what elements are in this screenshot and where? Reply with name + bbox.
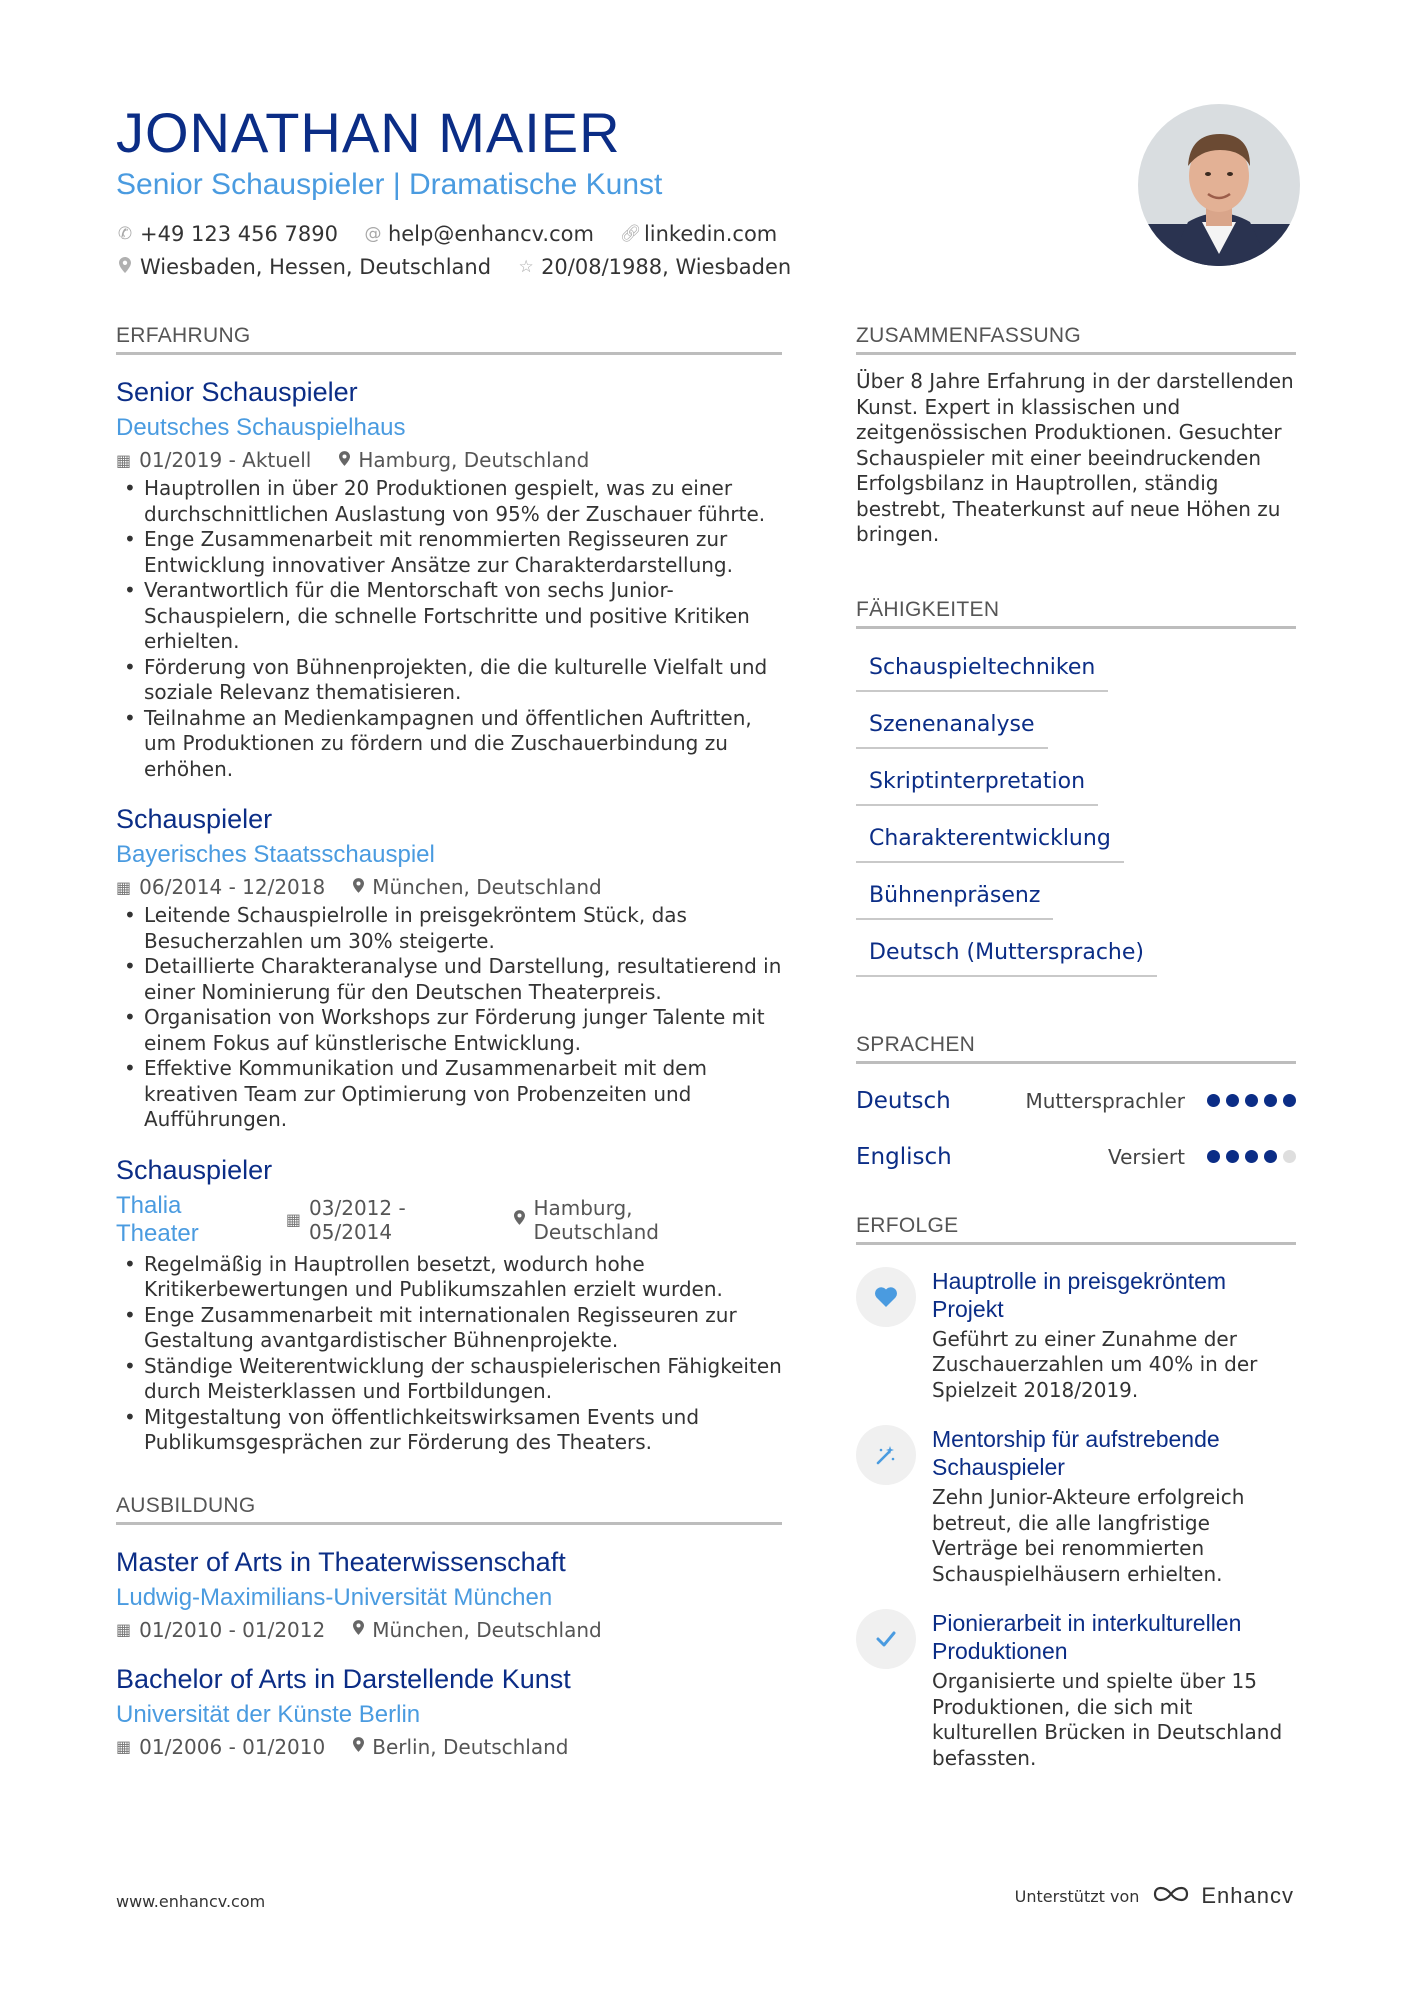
map-pin-icon [353, 878, 364, 897]
calendar-icon: ▦ [116, 877, 132, 897]
bullet-item: • Detaillierte Charakteranalyse und Darstellung, resultatierend in einer Nominierung für den Deutschen Theaterpreis. [116, 954, 782, 1005]
achievement-title: Mentorship für aufstrebende Schauspieler [932, 1426, 1220, 1480]
degree-title: Master of Arts in Theaterwissenschaft [116, 1546, 566, 1577]
education-entry [116, 1547, 782, 1642]
school-name: Ludwig-Maximilians-Universität München [116, 1583, 553, 1611]
footer-website[interactable]: www.enhancv.com [116, 1892, 266, 1911]
education-dates: 01/2006 - 01/2010 [139, 1734, 326, 1759]
linkedin-item[interactable] [620, 222, 777, 246]
rating-dots [1201, 1094, 1296, 1107]
achievement-title: Pionierarbeit in interkulturellen Produktionen [932, 1610, 1242, 1664]
brand-name: Enhancv [1201, 1883, 1294, 1908]
star-icon: ☆ [518, 257, 534, 277]
achievement-desc: Zehn Junior-Akteure erfolgreich betreut, die alle langfristige Verträge bei renommierten Schauspielhäusern erhielten. [932, 1485, 1245, 1586]
job-title: Schauspieler [116, 804, 273, 834]
summary-text: Über 8 Jahre Erfahrung in der darstellenden Kunst. Expert in klassischen und zeitgenössischen Produktionen. Gesuchter Schauspieler mit einer beeindruckenden Erfolgsbilanz in Hauptrollen, ständig bestrebt, Theaterkunst auf neue Höhen zu bringen. [856, 369, 1294, 546]
location-text: Wiesbaden, Hessen, Deutschland [140, 255, 492, 279]
job-bullets [116, 903, 782, 1133]
powered-by-text: Unterstützt von [1014, 1886, 1140, 1906]
email-item[interactable] [364, 222, 594, 246]
job-bullets [116, 1252, 782, 1456]
bullet-item: • Effektive Kommunikation und Zusammenarbeit mit dem kreativen Team zur Optimierung von Probenzeiten und Aufführungen. [116, 1056, 782, 1133]
birth-text: 20/08/1988, Wiesbaden [541, 255, 792, 279]
experience-heading: ERFAHRUNG [116, 324, 782, 355]
skills-heading: FÄHIGKEITEN [856, 598, 1296, 629]
language-level [1108, 1145, 1296, 1169]
job-dates: 01/2019 - Aktuell [139, 448, 312, 472]
skill-tag: Charakterentwicklung [856, 812, 1124, 863]
skills-list [856, 641, 1296, 983]
job-location: München, Deutschland [372, 875, 602, 899]
achievement-item [856, 1267, 1296, 1404]
summary-heading: ZUSAMMENFASSUNG [856, 324, 1296, 355]
contact-row-2 [116, 255, 817, 279]
achievement-title: Hauptrolle in preisgekröntem Projekt [932, 1267, 1227, 1322]
rating-dot-filled [1283, 1094, 1296, 1107]
degree-title: Bachelor of Arts in Darstellende Kunst [116, 1663, 571, 1694]
rating-dot-filled [1245, 1150, 1258, 1163]
rating-dot-filled [1245, 1094, 1258, 1107]
language-name: Englisch [856, 1143, 952, 1170]
candidate-name: JONATHAN MAIER [116, 101, 621, 164]
job-title: Senior Schauspieler [116, 377, 358, 407]
job-dates: 06/2014 - 12/2018 [139, 875, 326, 899]
skill-tag: Schauspieltechniken [856, 641, 1108, 692]
achievement-desc: Organisierte und spielte über 15 Produktionen, die sich mit kulturellen Brücken in Deutschland befassten. [932, 1669, 1283, 1770]
education-dates: 01/2010 - 01/2012 [139, 1617, 326, 1642]
job-location: Hamburg, Deutschland [533, 1195, 659, 1244]
linkedin-text[interactable]: linkedin.com [643, 222, 778, 246]
bullet-item: • Organisation von Workshops zur Förderung junger Talente mit einem Fokus auf künstlerische Entwicklung. [116, 1005, 782, 1056]
footer-powered-by [1015, 1882, 1294, 1910]
achievement-item [856, 1425, 1296, 1587]
job-entry [116, 377, 782, 782]
calendar-icon: ▦ [285, 1210, 302, 1229]
bullet-item: • Enge Zusammenarbeit mit renommierten Regisseuren zur Entwicklung innovativer Ansätze zur Charakterdarstellung. [116, 527, 782, 578]
rating-dot-filled [1207, 1094, 1220, 1107]
birth-item [517, 255, 791, 279]
calendar-icon: ▦ [116, 1737, 132, 1756]
job-dates: 03/2012 - 05/2014 [309, 1195, 406, 1244]
language-name: Deutsch [856, 1087, 951, 1114]
phone-icon: ✆ [117, 224, 133, 244]
bullet-item: • Hauptrollen in über 20 Produktionen gespielt, was zu einer durchschnittlichen Auslastung von 95% der Zuschauer führte. [116, 476, 782, 527]
left-column [116, 324, 782, 1759]
phone-text: +49 123 456 7890 [140, 222, 338, 246]
education-location: Berlin, Deutschland [372, 1734, 569, 1759]
map-pin-icon [514, 1210, 525, 1229]
bullet-item: • Regelmäßig in Hauptrollen besetzt, wodurch hohe Kritikerbewertungen und Publikumszahlen erzielt wurden. [116, 1252, 782, 1303]
languages-heading: SPRACHEN [856, 1033, 1296, 1064]
education-heading: AUSBILDUNG [116, 1494, 782, 1525]
language-row [856, 1138, 1296, 1176]
job-bullets [116, 476, 782, 782]
skill-tag: Skriptinterpretation [856, 755, 1098, 806]
rating-dot-filled [1226, 1150, 1239, 1163]
heart-icon [856, 1267, 916, 1327]
enhancv-logo-icon [1151, 1882, 1195, 1910]
phone-item [116, 222, 338, 246]
language-level-text: Muttersprachler [1025, 1088, 1185, 1113]
bullet-item: • Mitgestaltung von öffentlichkeitswirksamen Events und Publikumsgesprächen zur Förderung des Theaters. [116, 1405, 782, 1456]
bullet-item: • Enge Zusammenarbeit mit internationalen Regisseuren zur Gestaltung avantgardistischer Bühnenprojekte. [116, 1303, 782, 1354]
map-pin-icon [353, 1620, 364, 1639]
rating-dot-empty [1283, 1150, 1296, 1163]
achievement-desc: Geführt zu einer Zunahme der Zuschauerzahlen um 40% in der Spielzeit 2018/2019. [932, 1326, 1258, 1402]
job-meta [116, 1192, 782, 1248]
language-level [1026, 1089, 1297, 1113]
education-entry [116, 1664, 782, 1759]
achievement-item [856, 1609, 1296, 1771]
skill-tag: Szenenanalyse [856, 698, 1048, 749]
rating-dot-filled [1226, 1094, 1239, 1107]
achievements-heading: ERFOLGE [856, 1214, 1296, 1245]
language-level-text: Versiert [1107, 1144, 1185, 1169]
contact-row-1 [116, 222, 803, 246]
education-meta [116, 1618, 782, 1642]
job-title: Schauspieler [116, 1154, 273, 1185]
map-pin-icon [339, 451, 350, 470]
bullet-item: • Förderung von Bühnenprojekten, die die kulturelle Vielfalt und soziale Relevanz thematisieren. [116, 655, 782, 706]
skill-tag: Deutsch (Muttersprache) [856, 926, 1157, 977]
school-name: Universität der Künste Berlin [116, 1700, 421, 1728]
rating-dot-filled [1264, 1094, 1277, 1107]
right-column [856, 324, 1296, 1771]
rating-dot-filled [1207, 1150, 1220, 1163]
skill-tag: Bühnenpräsenz [856, 869, 1053, 920]
calendar-icon: ▦ [116, 1620, 132, 1639]
language-row [856, 1082, 1296, 1120]
company-name: Thalia Theater [116, 1191, 199, 1247]
job-entry [116, 1155, 782, 1456]
job-location: Hamburg, Deutschland [358, 448, 590, 472]
education-location: München, Deutschland [372, 1617, 602, 1642]
profile-photo [1138, 104, 1300, 266]
bullet-item: • Verantwortlich für die Mentorschaft von sechs Junior-Schauspielern, die schnelle Fortschritte und positive Kritiken erhielten. [116, 578, 782, 655]
location-item [116, 255, 491, 279]
company-name: Bayerisches Staatsschauspiel [116, 841, 435, 868]
bullet-item: • Leitende Schauspielrolle in preisgekröntem Stück, das Besucherzahlen um 30% steigerte. [116, 903, 782, 954]
company-name: Deutsches Schauspielhaus [116, 414, 406, 441]
job-meta [116, 875, 782, 899]
magic-wand-icon [856, 1425, 916, 1485]
job-meta [116, 448, 782, 472]
map-pin-icon [353, 1737, 364, 1756]
map-pin-icon [116, 257, 134, 278]
education-meta [116, 1735, 782, 1759]
bullet-item: • Teilnahme an Medienkampagnen und öffentlichen Auftritten, um Produktionen zu fördern und die Zuschauerbindung zu erhöhen. [116, 706, 782, 783]
email-text[interactable]: help@enhancv.com [387, 222, 594, 246]
candidate-role: Senior Schauspieler | Dramatische Kunst [116, 168, 663, 201]
rating-dot-filled [1264, 1150, 1277, 1163]
bullet-item: • Ständige Weiterentwicklung der schauspielerischen Fähigkeiten durch Meisterklassen und Fortbildungen. [116, 1354, 782, 1405]
at-icon: @ [364, 224, 382, 244]
rating-dots [1201, 1150, 1296, 1163]
job-entry [116, 804, 782, 1133]
calendar-icon: ▦ [116, 450, 132, 470]
check-icon [856, 1609, 916, 1669]
link-icon: 🔗︎ [619, 224, 642, 244]
